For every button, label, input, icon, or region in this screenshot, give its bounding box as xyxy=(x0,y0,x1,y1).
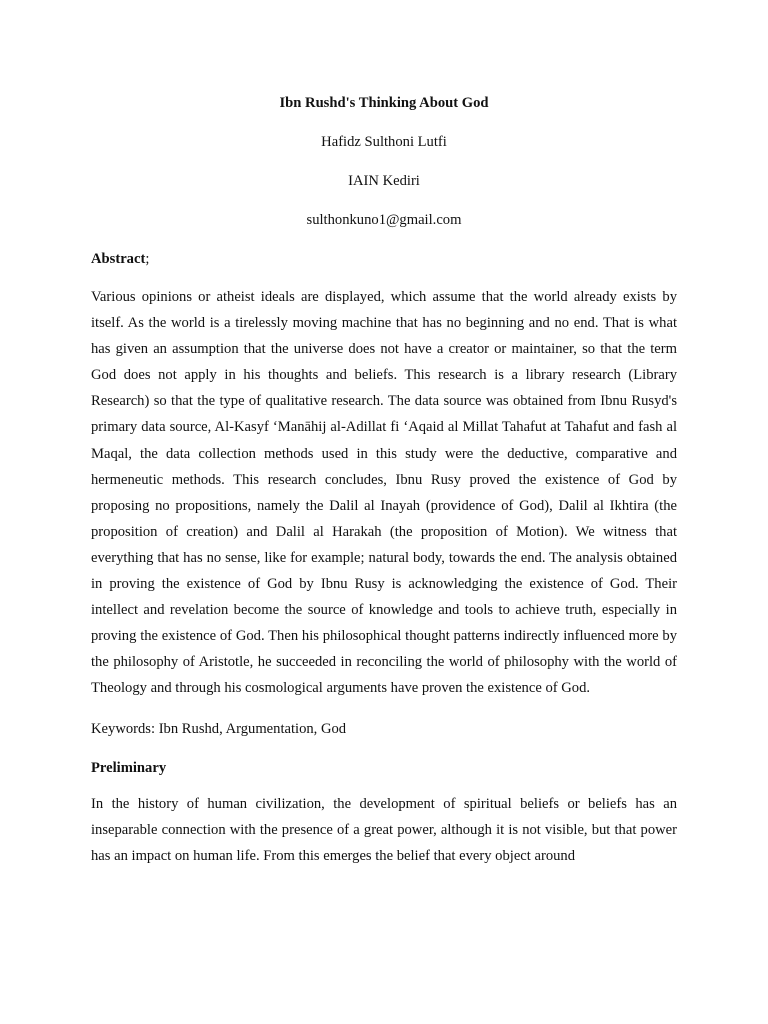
abstract-text: Various opinions or atheist ideals are displayed, which assume that the world already exists by itself. As the world is a tirelessly moving machine that has no beginning and no end. That is what has given an assumption that the universe does not have a creator or maintainer, so that the term God does not apply in his thoughts and beliefs. This research is a library research (Library Research) so that the type of qualitative research. The data source was obtained from Ibnu Rusyd's primary data source, Al-Kasyf ‘Manāhij al-Adillat fi ‘Aqaid al Millat Tahafut at Tahafut and fash al Maqal, the data collection methods used in this study were the deductive, comparative and hermeneutic methods. This research concludes, Ibnu Rusy proved the existence of God by proposing no propositions, namely the Dalil al Inayah (providence of God), Dalil al Ikhtira (the proposition of creation) and Dalil al Harakah (the proposition of Motion). We witness that everything that has no sense, like for example; natural body, towards the end. The analysis obtained in proving the existence of God by Ibnu Rusy is acknowledging the existence of God. Their intellect and revelation become the source of knowledge and tools to achieve truth, especially in proving the existence of God. Then his philosophical thought patterns indirectly influenced more by the philosophy of Aristotle, he succeeded in reconciling the world of philosophy with the world of Theology and through his cosmological arguments have proven the existence of God. xyxy=(91,289,677,697)
keywords: Keywords: Ibn Rushd, Argumentation, God xyxy=(91,720,347,737)
abstract-heading-label: Abstract xyxy=(91,251,146,267)
preliminary-text: In the history of human civilization, the development of spiritual beliefs or beliefs has an inseparable connection with the presence of a great power, although it is not visible, but that power has an impact on human life. From this emerges the belief that every object around xyxy=(91,795,677,864)
author-name: Hafidz Sulthoni Lutfi xyxy=(321,134,447,150)
preliminary-heading: Preliminary xyxy=(91,759,167,776)
paper-title: Ibn Rushd's Thinking About God xyxy=(279,95,489,111)
abstract-heading-suffix: ; xyxy=(145,251,150,267)
abstract-heading xyxy=(91,250,677,268)
author-affiliation: IAIN Kediri xyxy=(348,173,420,189)
author-email: sulthonkuno1@gmail.com xyxy=(306,212,462,228)
